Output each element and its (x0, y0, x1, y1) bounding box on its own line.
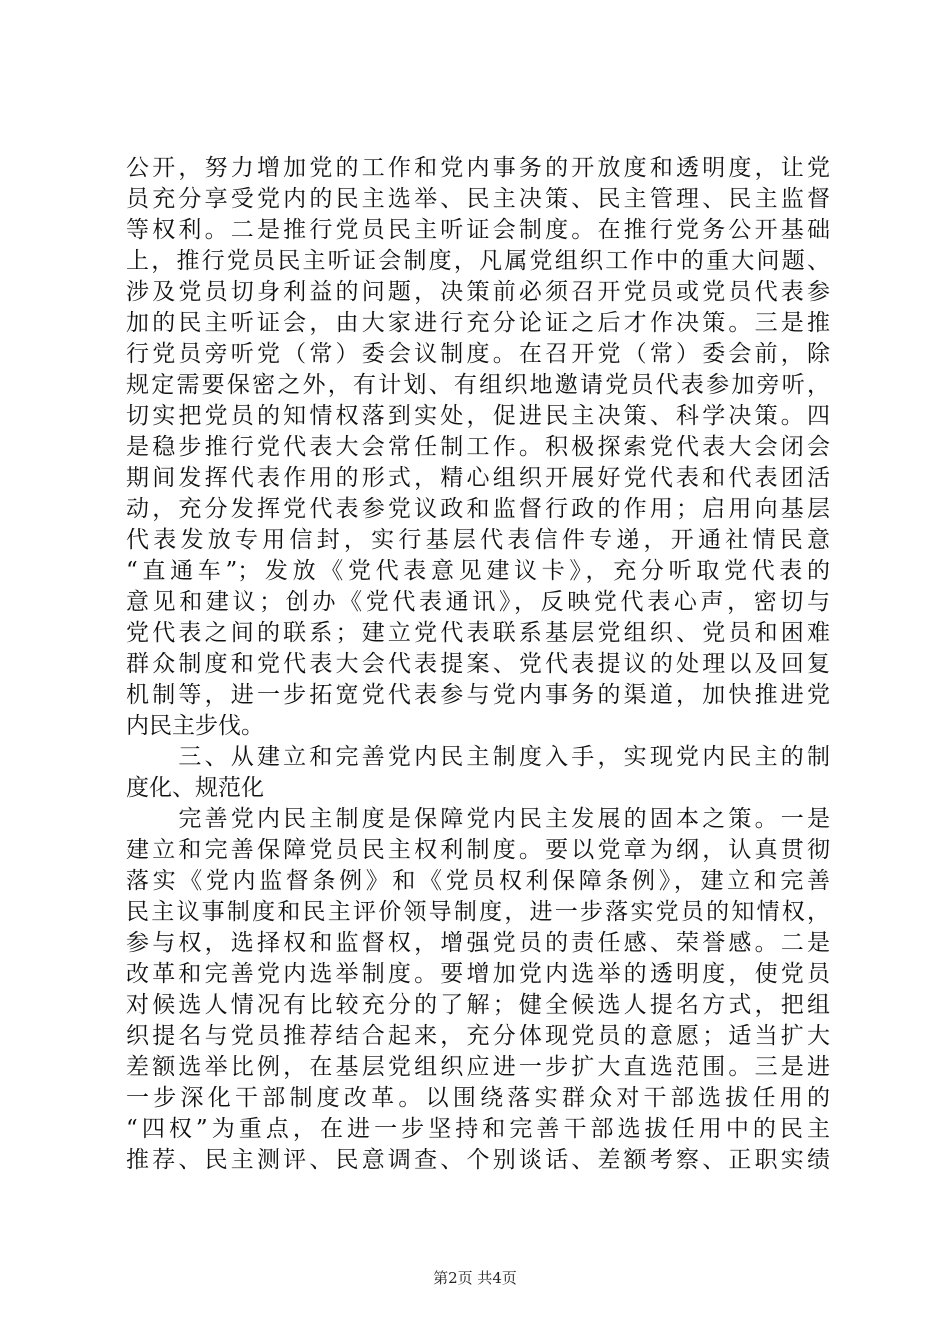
text-line: 行党员旁听党（常）委会议制度。在召开党（常）委会前，除 (126, 341, 830, 367)
text-line: 切实把党员的知情权落到实处，促进民主决策、科学决策。四 (126, 403, 830, 429)
text-line: 上，推行党员民主听证会制度，凡属党组织工作中的重大问题、 (126, 248, 830, 274)
text-line: 规定需要保密之外，有计划、有组织地邀请党员代表参加旁听， (126, 372, 830, 398)
text-line: 意见和建议；创办《党代表通讯》，反映党代表心声，密切与 (126, 589, 830, 615)
text-line: 党代表之间的联系；建立党代表联系基层党组织、党员和困难 (126, 620, 830, 646)
body-text (126, 153, 830, 1176)
text-line: 对候选人情况有比较充分的了解；健全候选人提名方式，把组 (126, 992, 830, 1018)
text-line: 动，充分发挥党代表参党议政和监督行政的作用；启用向基层 (126, 496, 830, 522)
text-line: 期间发挥代表作用的形式，精心组织开展好党代表和代表团活 (126, 465, 830, 491)
text-line: 民主议事制度和民主评价领导制度，进一步落实党员的知情权， (126, 899, 830, 925)
text-line: 代表发放专用信封，实行基层代表信件专递，开通社情民意 (126, 527, 830, 553)
text-line: 涉及党员切身利益的问题，决策前必须召开党员或党员代表参 (126, 279, 830, 305)
text-line: 一步深化干部制度改革。以围绕落实群众对干部选拔任用的 (126, 1085, 830, 1111)
text-line: 员充分享受党内的民主选举、民主决策、民主管理、民主监督 (126, 186, 830, 212)
text-line: 加的民主听证会，由大家进行充分论证之后才作决策。三是推 (126, 310, 830, 336)
text-line: 参与权，选择权和监督权，增强党员的责任感、荣誉感。二是 (126, 930, 830, 956)
text-line: 完善党内民主制度是保障党内民主发展的固本之策。一是 (126, 806, 830, 832)
text-line: 等权利。二是推行党员民主听证会制度。在推行党务公开基础 (126, 217, 830, 243)
text-line: 差额选举比例，在基层党组织应进一步扩大直选范围。三是进 (126, 1054, 830, 1080)
text-line: 落实《党内监督条例》和《党员权利保障条例》，建立和完善 (126, 868, 830, 894)
text-line: 改革和完善党内选举制度。要增加党内选举的透明度，使党员 (126, 961, 830, 987)
section-heading-line: 三、从建立和完善党内民主制度入手，实现党内民主的制 (126, 744, 830, 770)
text-line: “直通车”；发放《党代表意见建议卡》，充分听取党代表的 (126, 558, 830, 584)
text-line: 织提名与党员推荐结合起来，充分体现党员的意愿；适当扩大 (126, 1023, 830, 1049)
page-number-footer: 第2页 共4页 (433, 1269, 517, 1287)
text-line: 机制等，进一步拓宽党代表参与党内事务的渠道，加快推进党 (126, 682, 830, 708)
text-line: 群众制度和党代表大会代表提案、党代表提议的处理以及回复 (126, 651, 830, 677)
text-line: 内民主步伐。 (126, 713, 264, 739)
text-line: 建立和完善保障党员民主权利制度。要以党章为纲，认真贯彻 (126, 837, 830, 863)
text-line: 是稳步推行党代表大会常任制工作。积极探索党代表大会闭会 (126, 434, 830, 460)
section-heading-line: 度化、规范化 (126, 775, 264, 801)
text-line: 公开，努力增加党的工作和党内事务的开放度和透明度，让党 (126, 155, 830, 181)
text-line: 推荐、民主测评、民意调查、个别谈话、差额考察、正职实绩 (126, 1147, 830, 1173)
text-line: “四权”为重点，在进一步坚持和完善干部选拔任用中的民主 (126, 1116, 830, 1142)
